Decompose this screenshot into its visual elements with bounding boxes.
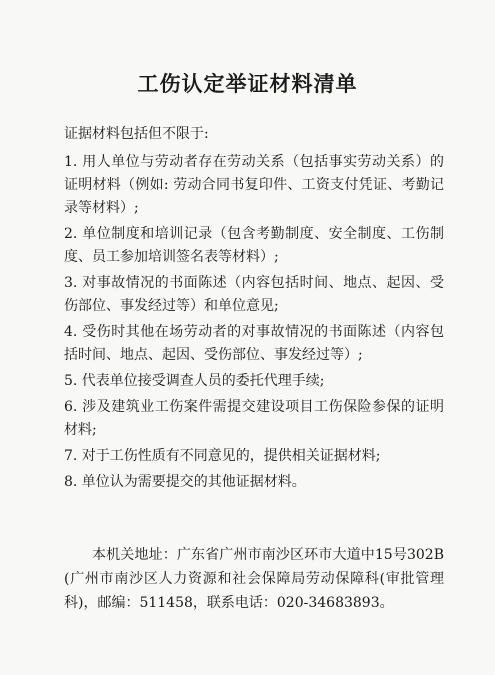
intro-text: 证据材料包括但不限于: [64,126,209,142]
list-item: 7. 对于工伤性质有不同意见的，提供相关证据材料; [64,448,381,464]
list-item: 6. 涉及建筑业工伤案件需提交建设项目工伤保险参保的证明材料; [64,399,444,438]
list-item: 8. 单位认为需要提交的其他证据材料。 [64,474,306,490]
document-title: 工伤认定举证材料清单 [137,72,358,96]
list-item: 1. 用人单位与劳动者存在劳动关系（包括事实劳动关系）的证明材料（例如: 劳动合同书复印件、工资支付凭证、考勤记录等材料）; [64,154,444,216]
list-item: 4. 受伤时其他在场劳动者的对事故情况的书面陈述（内容包括时间、地点、起因、受伤部位、事发经过等）; [64,324,444,363]
list-item: 2. 单位制度和培训记录（包含考勤制度、安全制度、工伤制度、员工参加培训签名表等材料）; [64,226,444,265]
list-item: 5. 代表单位接受调查人员的委托代理手续; [64,373,325,389]
list-item: 3. 对事故情况的书面陈述（内容包括时间、地点、起因、受伤部位、事发经过等）和单位意见; [64,275,444,314]
evidence-list [64,151,444,497]
office-address: 本机关地址：广东省广州市南沙区环市大道中15号302B(广州市南沙区人力资源和社会保障局劳动保障科(审批管理科)，邮编：511458，联系电话：020-34683893。 [64,547,444,611]
